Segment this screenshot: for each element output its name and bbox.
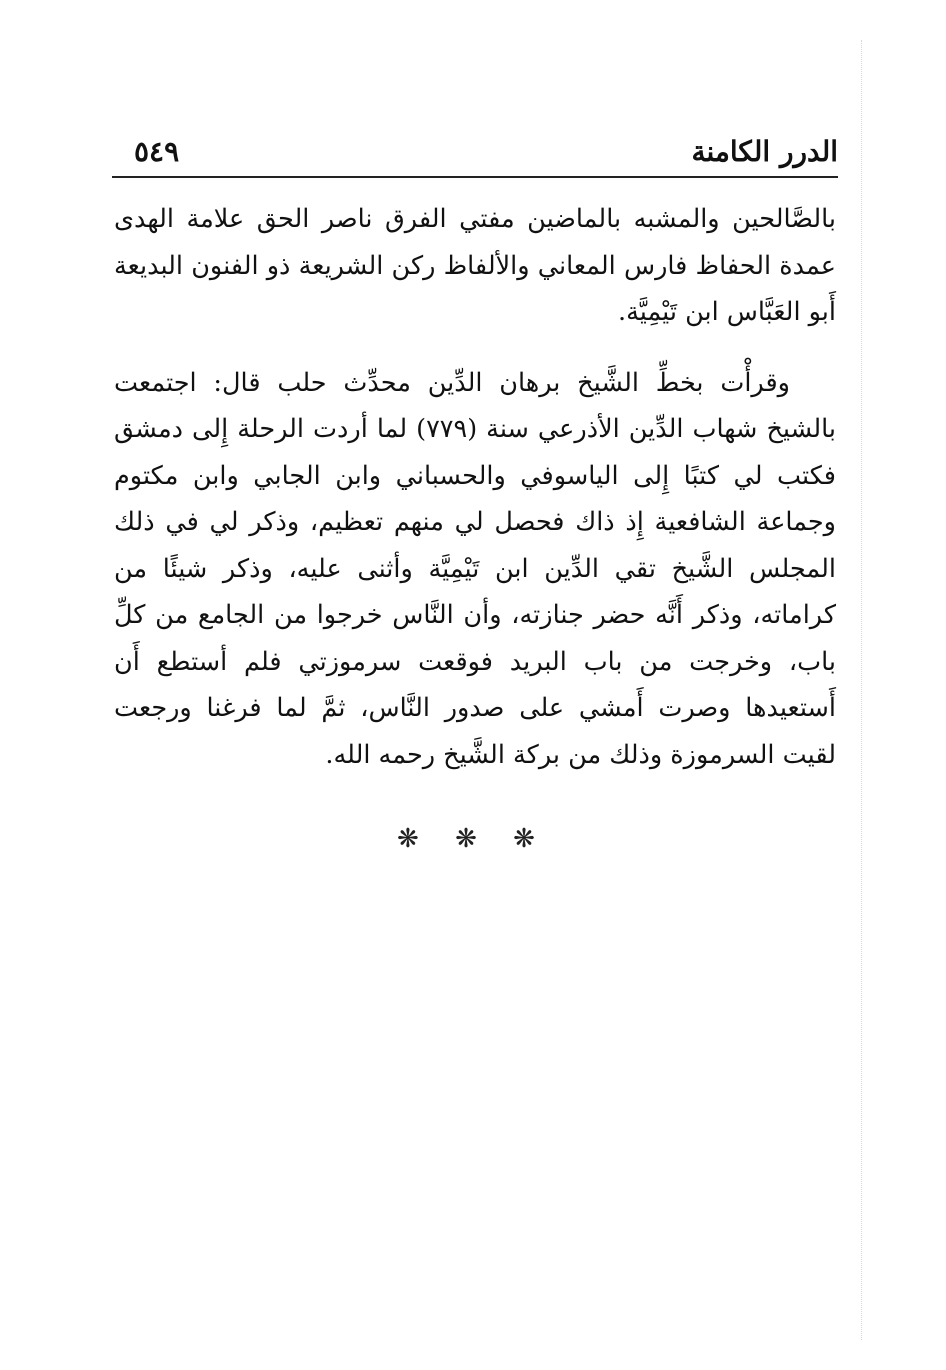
page-number: ٥٤٩ bbox=[134, 135, 180, 168]
page-body bbox=[114, 196, 836, 778]
book-title: الدرر الكامنة bbox=[691, 135, 838, 168]
paragraph-1: بالصَّالحين والمشبه بالماضين مفتي الفرق ناصر الحق علامة الهدى عمدة الحفاظ فارس المعاني والألفاظ ركن الشريعة ذو الفنون البديعة أَبو العَبَّاس ابن تَيْمِيَّة. bbox=[114, 204, 836, 327]
running-header bbox=[112, 132, 838, 172]
scan-margin-mark bbox=[861, 40, 862, 1340]
header-rule bbox=[112, 176, 838, 178]
section-separator: ❋ ❋ ❋ bbox=[397, 824, 549, 854]
paragraph-2: وقرأْت بخطِّ الشَّيخ برهان الدِّين محدِّث حلب قال: اجتمعت بالشيخ شهاب الدِّين الأذرعي سنة (٧٧٩) لما أردت الرحلة إِلى دمشق فكتب لي كتبًا إِلى الياسوفي والحسباني وابن الجابي وابن مكتوم وجماعة الشافعية إِذ ذاك فحصل لي منهم تعظيم، وذكر لي في ذلك المجلس الشَّيخ تقي الدِّين ابن تَيْمِيَّة وأثنى عليه، وذكر شيئًا من كراماته، وذكر أَنَّه حضر جنازته، وأن النَّاس خرجوا من الجامع من كلِّ باب، وخرجت من باب البريد فوقعت سرموزتي فلم أستطع أَن أَستعيدها وصرت أَمشي على صدور النَّاس، ثمَّ لما فرغنا ورجعت لقيت السرموزة وذلك من بركة الشَّيخ رحمه الله. bbox=[114, 367, 836, 770]
